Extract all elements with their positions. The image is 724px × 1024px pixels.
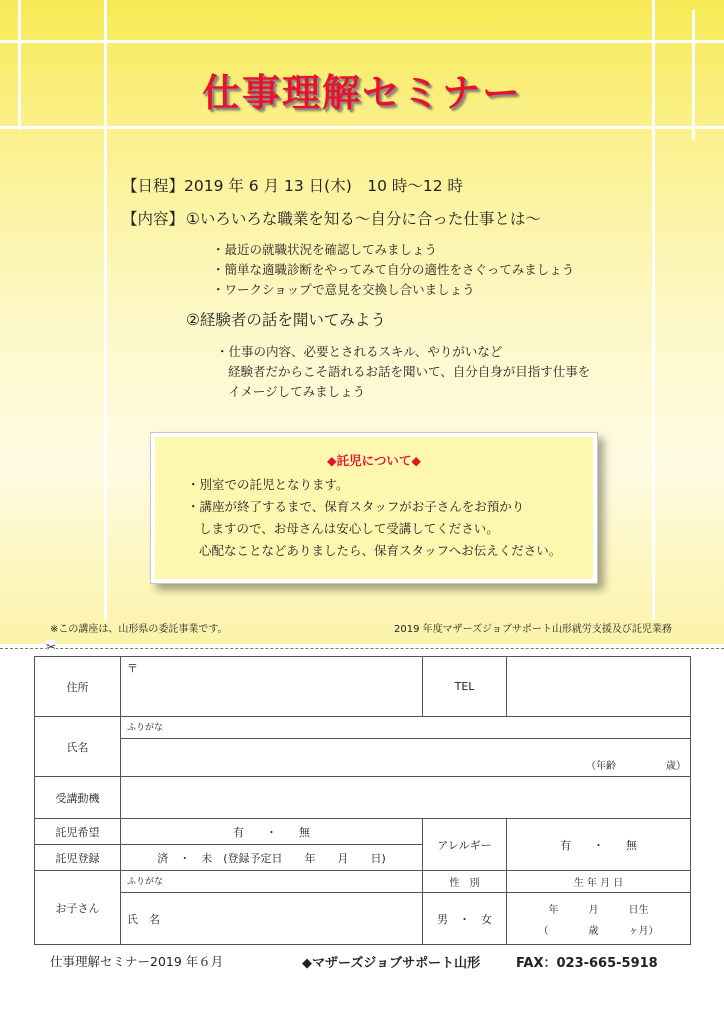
birth-field[interactable] xyxy=(507,893,691,945)
cut-line xyxy=(0,648,724,649)
name-furigana-field[interactable] xyxy=(121,717,691,739)
topic-2-line: 経験者だからこそ語れるお話を聞いて、自分自身が目指す仕事を xyxy=(228,364,591,379)
page-title: 仕事理解セミナー xyxy=(201,71,522,115)
address-label: 住所 xyxy=(35,657,121,717)
footer-left: 仕事理解セミナー2019 年６月 xyxy=(50,954,224,969)
birth-age: （ 歳 ヶ月） xyxy=(538,925,659,937)
furigana-label: ふりがな xyxy=(127,723,164,733)
childcare-line: ・講座が終了するまで、保育スタッフがお子さんをお預かり xyxy=(187,499,525,514)
content-label: 【内容】 xyxy=(122,210,185,228)
child-name-label: 氏 名 xyxy=(127,913,160,926)
child-furigana-field[interactable] xyxy=(121,871,423,893)
birth-label: 生 年 月 日 xyxy=(507,871,691,893)
topic-1-bullet: ・ワークショップで意見を交換し合いましょう xyxy=(212,282,475,297)
application-form xyxy=(34,656,691,945)
childcare-line: しますので、お母さんは安心して受講してください。 xyxy=(199,521,499,536)
childcare-reg-choice[interactable]: 済 ・ 未 (登録予定日 年 月 日) xyxy=(121,845,423,871)
tel-field[interactable] xyxy=(507,657,691,717)
topic-1-bullet: ・簡単な適職診断をやってみて自分の適性をさぐってみましょう xyxy=(212,262,575,277)
childcare-wish-label: 託児希望 xyxy=(35,819,121,845)
schedule: 【日程】2019 年 6 月 13 日(木) 10 時～12 時 xyxy=(122,177,464,195)
child-label: お子さん xyxy=(35,871,121,945)
scissors-icon: ✂ xyxy=(46,640,57,654)
note-left: ※この講座は、山形県の委託事業です。 xyxy=(50,624,228,635)
motive-field[interactable] xyxy=(121,777,691,819)
childcare-heading: ◆託児について◆ xyxy=(327,453,421,468)
child-name-field[interactable] xyxy=(121,893,423,945)
motive-label: 受講動機 xyxy=(35,777,121,819)
gender-label: 性 別 xyxy=(423,871,507,893)
childcare-line: 心配なことなどありましたら、保育スタッフへお伝えください。 xyxy=(199,543,562,558)
address-field[interactable] xyxy=(121,657,423,717)
topic-1-bullet: ・最近の就職状況を確認してみましょう xyxy=(212,242,438,257)
topic-2-line: ・仕事の内容、必要とされるスキル、やりがいなど xyxy=(216,344,503,359)
footer-fax: FAX：023-665-5918 xyxy=(516,956,658,971)
postal-mark: 〒 xyxy=(127,662,138,675)
footer-org: ◆マザーズジョブサポート山形 xyxy=(302,956,481,971)
topic-2-line: イメージしてみましょう xyxy=(228,384,366,399)
tel-label: TEL xyxy=(423,657,507,717)
gender-choice[interactable]: 男 ・ 女 xyxy=(423,893,507,945)
allergy-choice[interactable]: 有 ・ 無 xyxy=(507,819,691,871)
childcare-box xyxy=(150,432,598,584)
age-text: （年齢 歳） xyxy=(586,761,686,772)
frame-line xyxy=(0,40,724,43)
topic-2: ②経験者の話を聞いてみよう xyxy=(186,311,386,329)
child-furigana-label: ふりがな xyxy=(127,877,164,887)
childcare-wish-choice[interactable]: 有 ・ 無 xyxy=(121,819,423,845)
childcare-reg-label: 託児登録 xyxy=(35,845,121,871)
topic-1: ①いろいろな職業を知る～自分に合った仕事とは～ xyxy=(186,210,541,228)
childcare-line: ・別室での託児となります。 xyxy=(187,477,349,492)
name-field[interactable] xyxy=(121,739,691,777)
name-label: 氏名 xyxy=(35,717,121,777)
allergy-label: アレルギー xyxy=(423,819,507,871)
note-right: 2019 年度マザーズジョブサポート山形就労支援及び託児業務 xyxy=(394,624,672,635)
birth-date: 年 月 日生 xyxy=(548,904,649,916)
frame-line xyxy=(0,126,724,129)
